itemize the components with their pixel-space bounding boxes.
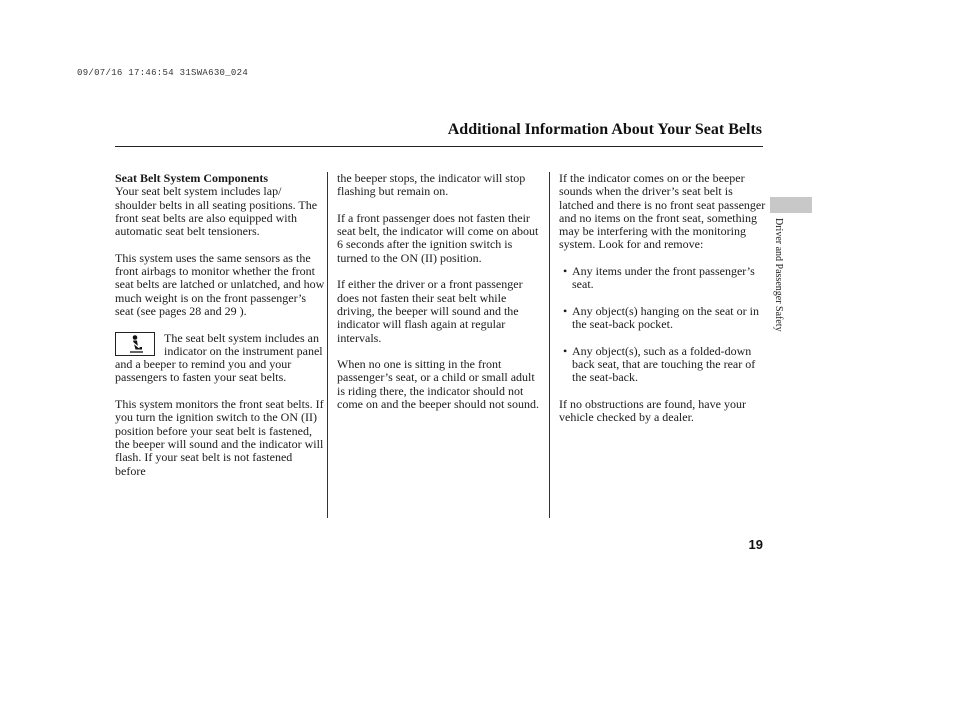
list-item: • Any items under the front passenger’s seat. — [559, 265, 766, 292]
col3-para-2: If no obstructions are found, have your vehicle checked by a dealer. — [559, 397, 746, 425]
page-number: 19 — [748, 537, 763, 552]
section-heading: Seat Belt System Components — [115, 171, 268, 185]
column-2 — [337, 172, 542, 425]
section-tab-label: Driver and Passenger Safety — [773, 218, 784, 332]
col1-para-3: The seat belt system includes an indicator on the instrument panel and a beeper to remind you and your passengers to fasten your seat belts. — [115, 330, 323, 385]
column-divider-1 — [327, 172, 328, 518]
column-1 — [115, 172, 325, 491]
column-divider-2 — [549, 172, 550, 518]
list-item: • Any object(s), such as a folded-down back seat, that are touching the rear of the seat-back. — [559, 345, 766, 385]
col2-para-3: If either the driver or a front passenger does not fasten their seat belt while driving, the beeper will sound and the indicator will flash again at regular intervals. — [337, 277, 523, 345]
page-title: Additional Information About Your Seat Belts — [447, 121, 762, 138]
column-3 — [559, 172, 766, 438]
indicator-block — [115, 332, 325, 385]
col1-text-1: Your seat belt system includes lap/ shoulder belts in all seating positions. The front seat belts are also equipped with automatic seat belt tensioners. — [115, 184, 318, 239]
col3-para-1: If the indicator comes on or the beeper sounds when the driver’s seat belt is latched and there is no front seat passenger and no items on the front seat, something may be interfering with the monitoring system. Look for and remove: — [559, 171, 766, 252]
title-rule — [115, 146, 763, 147]
col2-para-2: If a front passenger does not fasten their seat belt, the indicator will come on about 6 seconds after the ignition switch is turned to the ON (II) position. — [337, 210, 539, 265]
print-stamp: 09/07/16 17:46:54 31SWA630_024 — [77, 68, 249, 78]
col1-para-1 — [115, 172, 325, 238]
section-tab-marker — [770, 197, 812, 213]
col1-para-2: This system uses the same sensors as the front airbags to monitor whether the front seat belts are latched or unlatched, and how much weight is on the front passenger’s seat (see pages 28 and 29 ). — [115, 250, 325, 318]
seat-belt-reminder-icon — [115, 332, 155, 356]
col2-para-4: When no one is sitting in the front passenger’s seat, or a child or small adult is riding there, the indicator should not come on and the beeper should not sound. — [337, 357, 539, 412]
col1-para-4: This system monitors the front seat belts. If you turn the ignition switch to the ON (II) position before your seat belt is fastened, the beeper will sound and the indicator will flash. If your seat belt is not fastened before — [115, 397, 324, 478]
list-item: • Any object(s) hanging on the seat or in the seat-back pocket. — [559, 305, 766, 332]
col2-para-1: the beeper stops, the indicator will stop flashing but remain on. — [337, 171, 526, 199]
